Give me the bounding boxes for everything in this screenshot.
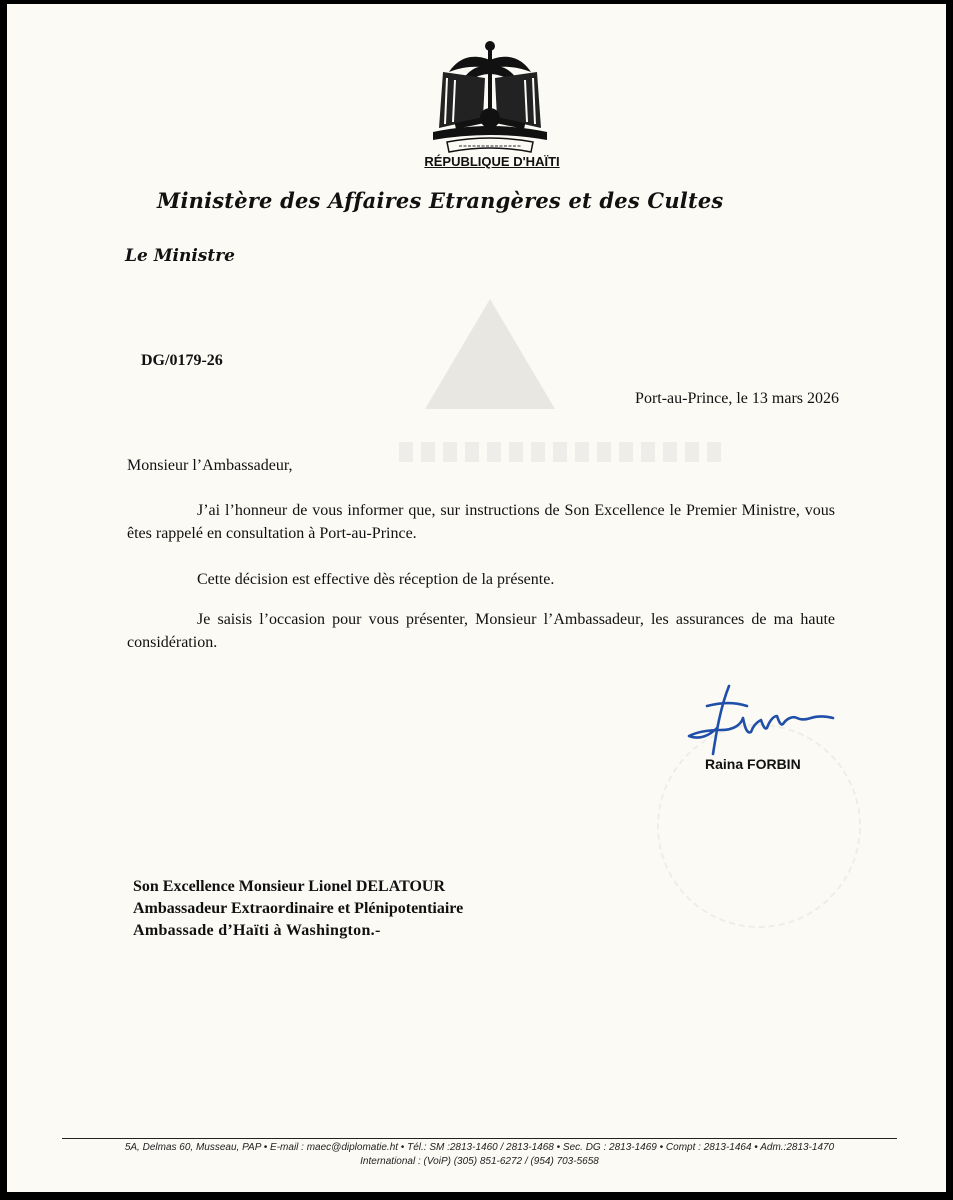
body-paragraph-2: Cette décision est effective dès réception de la présente. [197,571,555,588]
handwritten-signature [677,676,842,766]
reference-number: DG/0179-26 [141,352,223,369]
place-date: Port-au-Prince, le 13 mars 2026 [635,390,839,407]
footer-international-line: International : (VoiP) (305) 851-6272 / (954) 703-5658 [360,1156,599,1167]
addressee-line-1: Son Excellence Monsieur Lionel DELATOUR [133,878,446,895]
coat-of-arms-logo [425,38,555,156]
footer-divider [62,1138,897,1139]
letter-page [7,4,946,1192]
watermark-text-ghost [399,442,729,462]
body-paragraph-1: J’ai l’honneur de vous informer que, sur instructions de Son Excellence le Premier Ministre, vous êtes rappelé en consultation à Port-au-Prince. [127,502,835,542]
signer-name: Raina FORBIN [705,756,801,772]
crest-watermark [415,289,565,419]
republic-heading: RÉPUBLIQUE D'HAÏTI [424,154,560,169]
minister-title: Le Ministre [125,246,235,266]
salutation: Monsieur l’Ambassadeur, [127,457,293,474]
body-paragraph-3: Je saisis l’occasion pour vous présenter, Monsieur l’Ambassadeur, les assurances de ma haute considération. [127,611,835,651]
addressee-line-2: Ambassadeur Extraordinaire et Plénipotentiaire [133,900,464,917]
footer-contact-line: 5A, Delmas 60, Musseau, PAP • E-mail : maec@diplomatie.ht • Tél.: SM :2813-1460 / 2813-1468 • Sec. DG : 2813-1469 • Compt : 2813-1464 • Adm.:2813-1470 [124,1142,835,1153]
ministry-heading: Ministère des Affaires Etrangères et des Cultes [157,188,724,213]
addressee-line-3: Ambassade d’Haïti à Washington.- [133,922,381,939]
